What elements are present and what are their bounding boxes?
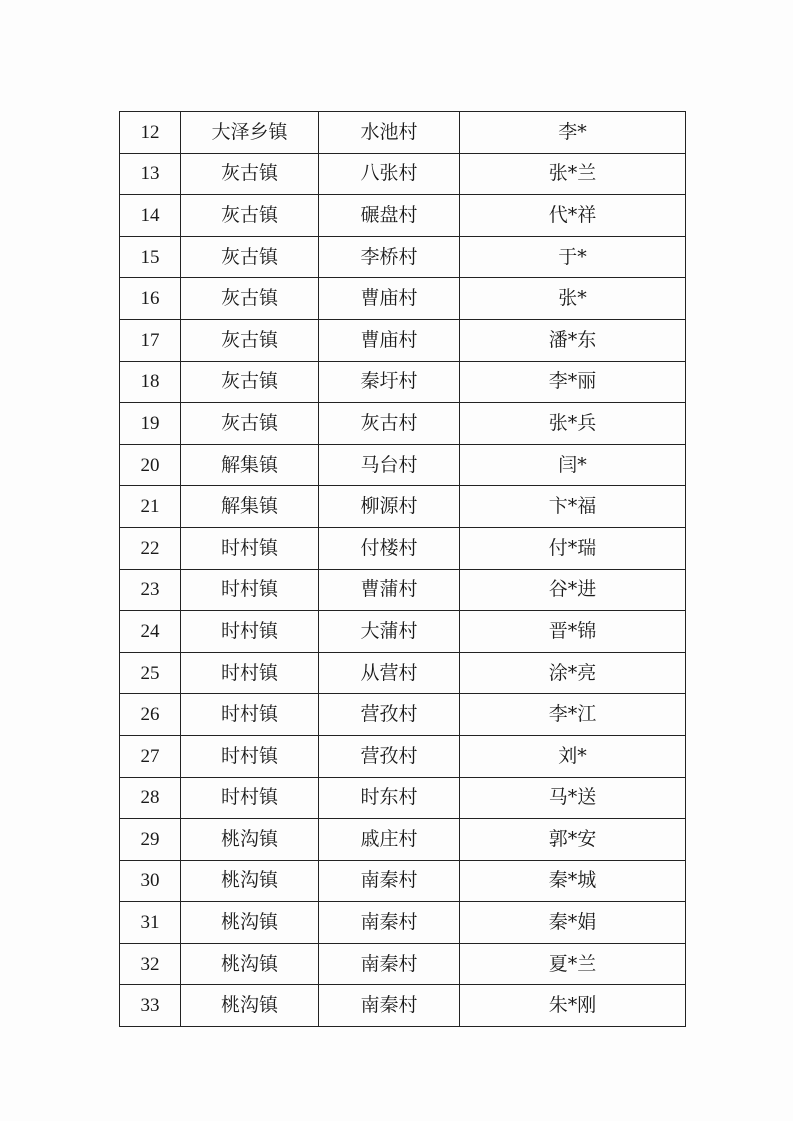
- town-cell: 灰古镇: [181, 278, 319, 320]
- village-cell: 南秦村: [319, 902, 460, 944]
- town-cell: 时村镇: [181, 735, 319, 777]
- table-row: [120, 112, 686, 154]
- village-cell: 马台村: [319, 444, 460, 486]
- table-row: [120, 694, 686, 736]
- row-number-cell: 12: [120, 112, 181, 154]
- village-cell: 李桥村: [319, 236, 460, 278]
- town-cell: 解集镇: [181, 486, 319, 528]
- table-row: [120, 403, 686, 445]
- row-number-cell: 23: [120, 569, 181, 611]
- town-cell: 灰古镇: [181, 319, 319, 361]
- village-cell: 付楼村: [319, 527, 460, 569]
- table-row: [120, 153, 686, 195]
- village-cell: 柳源村: [319, 486, 460, 528]
- roster-table-body: [120, 112, 686, 1027]
- table-row: [120, 236, 686, 278]
- roster-table: [119, 111, 686, 1027]
- village-cell: 南秦村: [319, 985, 460, 1027]
- row-number-cell: 30: [120, 860, 181, 902]
- village-cell: 南秦村: [319, 943, 460, 985]
- town-cell: 时村镇: [181, 527, 319, 569]
- row-number-cell: 27: [120, 735, 181, 777]
- person-name-cell: 张*: [460, 278, 686, 320]
- person-name-cell: 张*兰: [460, 153, 686, 195]
- town-cell: 解集镇: [181, 444, 319, 486]
- village-cell: 灰古村: [319, 403, 460, 445]
- row-number-cell: 26: [120, 694, 181, 736]
- table-row: [120, 278, 686, 320]
- town-cell: 灰古镇: [181, 153, 319, 195]
- person-name-cell: 刘*: [460, 735, 686, 777]
- row-number-cell: 24: [120, 611, 181, 653]
- person-name-cell: 郭*安: [460, 819, 686, 861]
- row-number-cell: 28: [120, 777, 181, 819]
- village-cell: 碾盘村: [319, 195, 460, 237]
- person-name-cell: 秦*娟: [460, 902, 686, 944]
- row-number-cell: 25: [120, 652, 181, 694]
- person-name-cell: 李*丽: [460, 361, 686, 403]
- person-name-cell: 卞*福: [460, 486, 686, 528]
- person-name-cell: 于*: [460, 236, 686, 278]
- person-name-cell: 涂*亮: [460, 652, 686, 694]
- row-number-cell: 32: [120, 943, 181, 985]
- table-row: [120, 195, 686, 237]
- village-cell: 戚庄村: [319, 819, 460, 861]
- table-row: [120, 777, 686, 819]
- town-cell: 桃沟镇: [181, 819, 319, 861]
- table-row: [120, 985, 686, 1027]
- table-row: [120, 486, 686, 528]
- town-cell: 桃沟镇: [181, 902, 319, 944]
- town-cell: 灰古镇: [181, 403, 319, 445]
- village-cell: 时东村: [319, 777, 460, 819]
- person-name-cell: 付*瑞: [460, 527, 686, 569]
- town-cell: 时村镇: [181, 694, 319, 736]
- village-cell: 南秦村: [319, 860, 460, 902]
- person-name-cell: 李*: [460, 112, 686, 154]
- row-number-cell: 19: [120, 403, 181, 445]
- person-name-cell: 晋*锦: [460, 611, 686, 653]
- village-cell: 从营村: [319, 652, 460, 694]
- row-number-cell: 17: [120, 319, 181, 361]
- village-cell: 曹蒲村: [319, 569, 460, 611]
- table-row: [120, 527, 686, 569]
- table-row: [120, 444, 686, 486]
- table-row: [120, 819, 686, 861]
- town-cell: 灰古镇: [181, 236, 319, 278]
- person-name-cell: 夏*兰: [460, 943, 686, 985]
- town-cell: 桃沟镇: [181, 985, 319, 1027]
- person-name-cell: 代*祥: [460, 195, 686, 237]
- person-name-cell: 李*江: [460, 694, 686, 736]
- village-cell: 秦圩村: [319, 361, 460, 403]
- row-number-cell: 14: [120, 195, 181, 237]
- person-name-cell: 马*送: [460, 777, 686, 819]
- table-row: [120, 319, 686, 361]
- town-cell: 时村镇: [181, 611, 319, 653]
- person-name-cell: 张*兵: [460, 403, 686, 445]
- row-number-cell: 21: [120, 486, 181, 528]
- village-cell: 大蒲村: [319, 611, 460, 653]
- village-cell: 营孜村: [319, 735, 460, 777]
- row-number-cell: 31: [120, 902, 181, 944]
- table-row: [120, 902, 686, 944]
- person-name-cell: 秦*城: [460, 860, 686, 902]
- table-row: [120, 569, 686, 611]
- person-name-cell: 谷*进: [460, 569, 686, 611]
- town-cell: 灰古镇: [181, 361, 319, 403]
- person-name-cell: 朱*刚: [460, 985, 686, 1027]
- person-name-cell: 潘*东: [460, 319, 686, 361]
- row-number-cell: 18: [120, 361, 181, 403]
- row-number-cell: 29: [120, 819, 181, 861]
- row-number-cell: 22: [120, 527, 181, 569]
- row-number-cell: 13: [120, 153, 181, 195]
- table-row: [120, 943, 686, 985]
- table-row: [120, 652, 686, 694]
- town-cell: 时村镇: [181, 569, 319, 611]
- town-cell: 时村镇: [181, 777, 319, 819]
- table-row: [120, 735, 686, 777]
- village-cell: 曹庙村: [319, 319, 460, 361]
- table-row: [120, 860, 686, 902]
- row-number-cell: 20: [120, 444, 181, 486]
- town-cell: 桃沟镇: [181, 943, 319, 985]
- row-number-cell: 33: [120, 985, 181, 1027]
- town-cell: 大泽乡镇: [181, 112, 319, 154]
- table-row: [120, 611, 686, 653]
- village-cell: 营孜村: [319, 694, 460, 736]
- village-cell: 水池村: [319, 112, 460, 154]
- village-cell: 八张村: [319, 153, 460, 195]
- person-name-cell: 闫*: [460, 444, 686, 486]
- row-number-cell: 15: [120, 236, 181, 278]
- town-cell: 灰古镇: [181, 195, 319, 237]
- village-cell: 曹庙村: [319, 278, 460, 320]
- town-cell: 时村镇: [181, 652, 319, 694]
- row-number-cell: 16: [120, 278, 181, 320]
- town-cell: 桃沟镇: [181, 860, 319, 902]
- table-row: [120, 361, 686, 403]
